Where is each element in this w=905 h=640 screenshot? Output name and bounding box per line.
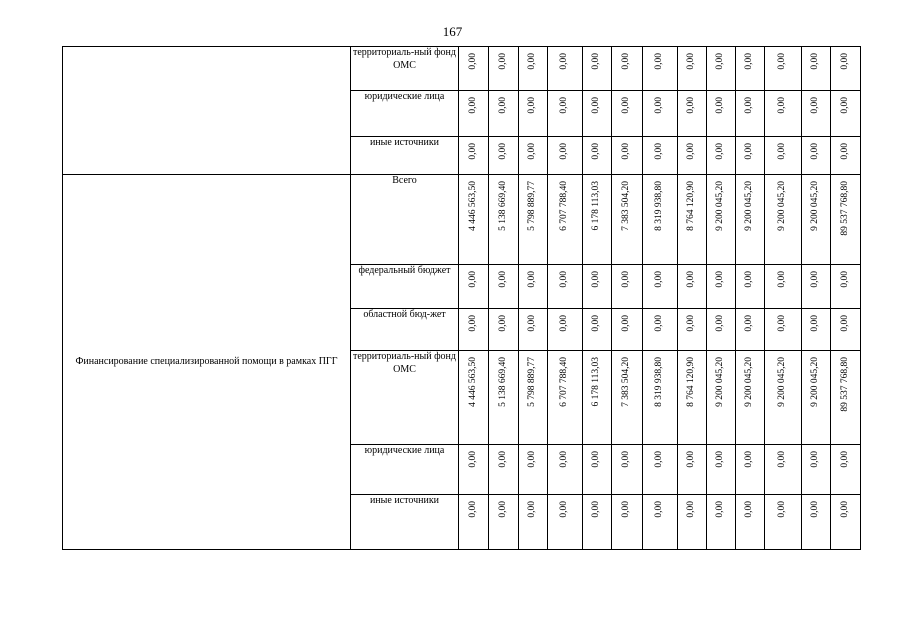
- value-text: 0,00: [467, 97, 478, 114]
- value-cell: [736, 137, 765, 175]
- value-cell: [678, 91, 707, 137]
- value-text: 0,00: [777, 501, 788, 518]
- value-text: 0,00: [621, 501, 632, 518]
- value-cell: [459, 91, 489, 137]
- value-cell: [643, 309, 678, 351]
- value-text: 0,00: [686, 451, 697, 468]
- value-text: 0,00: [621, 53, 632, 70]
- funding-source-cell: иные источники: [351, 495, 459, 550]
- value-cell: [765, 265, 802, 309]
- value-text: 0,00: [686, 143, 697, 160]
- value-text: 0,00: [744, 315, 755, 332]
- value-cell: [489, 47, 519, 91]
- value-text: 0,00: [810, 501, 821, 518]
- value-text: 0,00: [559, 271, 570, 288]
- value-text: 0,00: [467, 451, 478, 468]
- value-cell: [707, 137, 736, 175]
- value-cell: [736, 351, 765, 445]
- value-text: 0,00: [839, 97, 850, 114]
- value-text: 0,00: [744, 271, 755, 288]
- value-text: 0,00: [715, 97, 726, 114]
- value-text: 0,00: [591, 143, 602, 160]
- value-text: 4 446 563,50: [467, 357, 478, 407]
- value-text: 9 200 045,20: [744, 357, 755, 407]
- value-cell: [583, 309, 612, 351]
- value-cell: [707, 47, 736, 91]
- value-cell: [802, 175, 831, 265]
- value-text: 8 319 938,80: [654, 357, 665, 407]
- value-text: 0,00: [744, 53, 755, 70]
- value-text: 0,00: [839, 143, 850, 160]
- funding-source-cell: юридические лица: [351, 91, 459, 137]
- value-cell: [489, 137, 519, 175]
- value-text: 0,00: [621, 97, 632, 114]
- table-row: [63, 47, 861, 91]
- value-text: 5 798 889,77: [527, 181, 538, 231]
- value-cell: [459, 445, 489, 495]
- value-text: 0,00: [744, 97, 755, 114]
- value-text: 0,00: [810, 143, 821, 160]
- value-text: 0,00: [686, 501, 697, 518]
- value-cell: [489, 445, 519, 495]
- value-cell: [548, 309, 583, 351]
- value-cell: [643, 495, 678, 550]
- value-text: 9 200 045,20: [715, 181, 726, 231]
- value-cell: [612, 445, 643, 495]
- value-cell: [765, 47, 802, 91]
- value-cell: [802, 47, 831, 91]
- value-text: 89 537 768,80: [839, 357, 850, 412]
- value-cell: [548, 137, 583, 175]
- value-text: 0,00: [467, 271, 478, 288]
- value-cell: [612, 495, 643, 550]
- value-cell: [583, 137, 612, 175]
- value-text: 0,00: [715, 451, 726, 468]
- value-text: 0,00: [591, 501, 602, 518]
- value-cell: [489, 495, 519, 550]
- value-cell: [548, 495, 583, 550]
- value-text: 0,00: [591, 451, 602, 468]
- value-text: 0,00: [559, 451, 570, 468]
- value-cell: [802, 137, 831, 175]
- value-text: 0,00: [467, 315, 478, 332]
- value-cell: [765, 445, 802, 495]
- value-text: 0,00: [654, 315, 665, 332]
- value-cell: [736, 265, 765, 309]
- value-cell: [489, 351, 519, 445]
- value-text: 0,00: [467, 53, 478, 70]
- value-text: 0,00: [591, 53, 602, 70]
- value-cell: [612, 265, 643, 309]
- value-cell: [583, 175, 612, 265]
- value-cell: [643, 47, 678, 91]
- value-text: 0,00: [777, 97, 788, 114]
- value-cell: [459, 495, 489, 550]
- value-text: 0,00: [654, 501, 665, 518]
- value-text: 0,00: [810, 315, 821, 332]
- value-cell: [831, 137, 861, 175]
- value-text: 5 138 669,40: [497, 181, 508, 231]
- value-text: 0,00: [777, 143, 788, 160]
- value-text: 0,00: [777, 451, 788, 468]
- value-text: 0,00: [497, 315, 508, 332]
- value-text: 0,00: [777, 315, 788, 332]
- financing-table: [62, 46, 861, 550]
- value-cell: [489, 91, 519, 137]
- value-text: 0,00: [621, 271, 632, 288]
- value-text: 0,00: [467, 501, 478, 518]
- value-cell: [643, 265, 678, 309]
- value-text: 0,00: [467, 143, 478, 160]
- value-cell: [583, 445, 612, 495]
- value-cell: [736, 445, 765, 495]
- value-text: 0,00: [654, 451, 665, 468]
- value-text: 0,00: [527, 315, 538, 332]
- value-text: 0,00: [839, 53, 850, 70]
- value-cell: [678, 351, 707, 445]
- value-text: 0,00: [686, 271, 697, 288]
- value-text: 0,00: [686, 97, 697, 114]
- value-text: 0,00: [654, 143, 665, 160]
- value-cell: [459, 265, 489, 309]
- value-cell: [707, 445, 736, 495]
- value-text: 0,00: [559, 97, 570, 114]
- funding-source-cell: федеральный бюджет: [351, 265, 459, 309]
- funding-source-cell: иные источники: [351, 137, 459, 175]
- value-text: 9 200 045,20: [810, 181, 821, 231]
- value-cell: [765, 175, 802, 265]
- value-cell: [548, 91, 583, 137]
- value-cell: [765, 137, 802, 175]
- value-cell: [831, 265, 861, 309]
- value-text: 6 178 113,03: [591, 181, 602, 231]
- value-cell: [643, 137, 678, 175]
- value-cell: [489, 265, 519, 309]
- value-cell: [612, 351, 643, 445]
- value-cell: [802, 351, 831, 445]
- value-text: 9 200 045,20: [715, 357, 726, 407]
- value-cell: [802, 309, 831, 351]
- value-text: 0,00: [744, 451, 755, 468]
- value-cell: [548, 47, 583, 91]
- value-text: 0,00: [744, 501, 755, 518]
- value-text: 9 200 045,20: [777, 357, 788, 407]
- value-text: 0,00: [527, 501, 538, 518]
- value-cell: [489, 175, 519, 265]
- value-text: 0,00: [559, 143, 570, 160]
- value-text: 7 383 504,20: [621, 181, 632, 231]
- value-cell: [643, 351, 678, 445]
- value-cell: [548, 445, 583, 495]
- value-text: 0,00: [621, 451, 632, 468]
- value-cell: [831, 47, 861, 91]
- value-text: 8 764 120,90: [686, 357, 697, 407]
- value-cell: [765, 91, 802, 137]
- value-cell: [831, 495, 861, 550]
- value-cell: [548, 175, 583, 265]
- value-cell: [765, 495, 802, 550]
- value-cell: [678, 137, 707, 175]
- value-cell: [678, 309, 707, 351]
- value-text: 0,00: [715, 53, 726, 70]
- value-cell: [707, 91, 736, 137]
- value-cell: [583, 47, 612, 91]
- value-cell: [678, 175, 707, 265]
- value-text: 0,00: [810, 53, 821, 70]
- value-text: 0,00: [715, 315, 726, 332]
- value-cell: [612, 175, 643, 265]
- value-cell: [612, 91, 643, 137]
- value-cell: [548, 351, 583, 445]
- value-cell: [678, 47, 707, 91]
- value-cell: [519, 445, 548, 495]
- page-number: 167: [442, 24, 463, 39]
- value-text: 0,00: [497, 97, 508, 114]
- value-cell: [519, 175, 548, 265]
- value-cell: [519, 91, 548, 137]
- value-cell: [612, 309, 643, 351]
- funding-source-cell: Всего: [351, 175, 459, 265]
- value-cell: [459, 47, 489, 91]
- value-text: 0,00: [621, 143, 632, 160]
- value-text: 6 178 113,03: [591, 357, 602, 407]
- value-cell: [583, 91, 612, 137]
- value-text: 0,00: [777, 271, 788, 288]
- value-cell: [736, 495, 765, 550]
- value-text: 0,00: [810, 451, 821, 468]
- value-cell: [678, 495, 707, 550]
- value-cell: [459, 309, 489, 351]
- funding-source-cell: юридические лица: [351, 445, 459, 495]
- value-text: 9 200 045,20: [777, 181, 788, 231]
- value-cell: [519, 309, 548, 351]
- value-cell: [643, 175, 678, 265]
- value-cell: [831, 309, 861, 351]
- value-text: 0,00: [839, 501, 850, 518]
- value-cell: [707, 265, 736, 309]
- value-cell: [765, 351, 802, 445]
- value-text: 0,00: [839, 315, 850, 332]
- value-text: 0,00: [527, 143, 538, 160]
- value-text: 0,00: [839, 451, 850, 468]
- value-text: 0,00: [715, 143, 726, 160]
- value-cell: [519, 265, 548, 309]
- value-cell: [831, 445, 861, 495]
- value-cell: [707, 175, 736, 265]
- value-text: 9 200 045,20: [744, 181, 755, 231]
- value-text: 6 707 788,40: [559, 357, 570, 407]
- value-text: 0,00: [591, 97, 602, 114]
- value-cell: [831, 351, 861, 445]
- value-cell: [707, 351, 736, 445]
- value-cell: [736, 91, 765, 137]
- value-text: 0,00: [810, 97, 821, 114]
- value-text: 0,00: [686, 315, 697, 332]
- value-cell: [519, 137, 548, 175]
- value-text: 0,00: [559, 501, 570, 518]
- value-cell: [459, 351, 489, 445]
- value-text: 0,00: [839, 271, 850, 288]
- value-text: 0,00: [715, 501, 726, 518]
- value-cell: [643, 445, 678, 495]
- value-text: 0,00: [559, 315, 570, 332]
- value-text: 8 319 938,80: [654, 181, 665, 231]
- value-cell: [612, 47, 643, 91]
- value-text: 0,00: [591, 271, 602, 288]
- value-cell: [802, 265, 831, 309]
- value-text: 0,00: [497, 143, 508, 160]
- value-text: 89 537 768,80: [839, 181, 850, 236]
- value-cell: [548, 265, 583, 309]
- value-text: 0,00: [559, 53, 570, 70]
- value-cell: [831, 91, 861, 137]
- table-row: [63, 175, 861, 265]
- value-cell: [583, 265, 612, 309]
- value-text: 0,00: [527, 53, 538, 70]
- value-text: 0,00: [497, 501, 508, 518]
- value-text: 0,00: [686, 53, 697, 70]
- value-text: 0,00: [497, 451, 508, 468]
- value-cell: [802, 445, 831, 495]
- value-cell: [459, 175, 489, 265]
- value-text: 0,00: [591, 315, 602, 332]
- value-text: 6 707 788,40: [559, 181, 570, 231]
- value-text: 8 764 120,90: [686, 181, 697, 231]
- value-cell: [612, 137, 643, 175]
- value-cell: [678, 265, 707, 309]
- value-text: 9 200 045,20: [810, 357, 821, 407]
- value-cell: [519, 495, 548, 550]
- value-cell: [643, 91, 678, 137]
- value-cell: [831, 175, 861, 265]
- value-text: 4 446 563,50: [467, 181, 478, 231]
- value-cell: [583, 351, 612, 445]
- value-text: 0,00: [621, 315, 632, 332]
- value-text: 0,00: [654, 97, 665, 114]
- value-cell: [489, 309, 519, 351]
- value-cell: [678, 445, 707, 495]
- value-text: 0,00: [497, 53, 508, 70]
- program-label: [63, 47, 351, 175]
- value-text: 0,00: [497, 271, 508, 288]
- value-text: 0,00: [654, 53, 665, 70]
- value-text: 5 798 889,77: [527, 357, 538, 407]
- funding-source-cell: территориаль-ный фонд ОМС: [351, 47, 459, 91]
- value-text: 7 383 504,20: [621, 357, 632, 407]
- value-text: 0,00: [777, 53, 788, 70]
- program-label: Финансирование специализированной помощи в рамках ПГГ: [63, 175, 351, 550]
- value-cell: [736, 47, 765, 91]
- value-text: 0,00: [527, 451, 538, 468]
- funding-source-cell: территориаль-ный фонд ОМС: [351, 351, 459, 445]
- value-cell: [519, 351, 548, 445]
- value-text: 5 138 669,40: [497, 357, 508, 407]
- value-cell: [765, 309, 802, 351]
- value-text: 0,00: [744, 143, 755, 160]
- value-text: 0,00: [527, 97, 538, 114]
- value-cell: [802, 495, 831, 550]
- value-text: 0,00: [810, 271, 821, 288]
- value-cell: [519, 47, 548, 91]
- value-cell: [736, 309, 765, 351]
- value-cell: [802, 91, 831, 137]
- value-cell: [736, 175, 765, 265]
- value-cell: [707, 309, 736, 351]
- value-text: 0,00: [527, 271, 538, 288]
- value-cell: [583, 495, 612, 550]
- value-cell: [707, 495, 736, 550]
- value-cell: [459, 137, 489, 175]
- funding-source-cell: областной бюд-жет: [351, 309, 459, 351]
- value-text: 0,00: [654, 271, 665, 288]
- value-text: 0,00: [715, 271, 726, 288]
